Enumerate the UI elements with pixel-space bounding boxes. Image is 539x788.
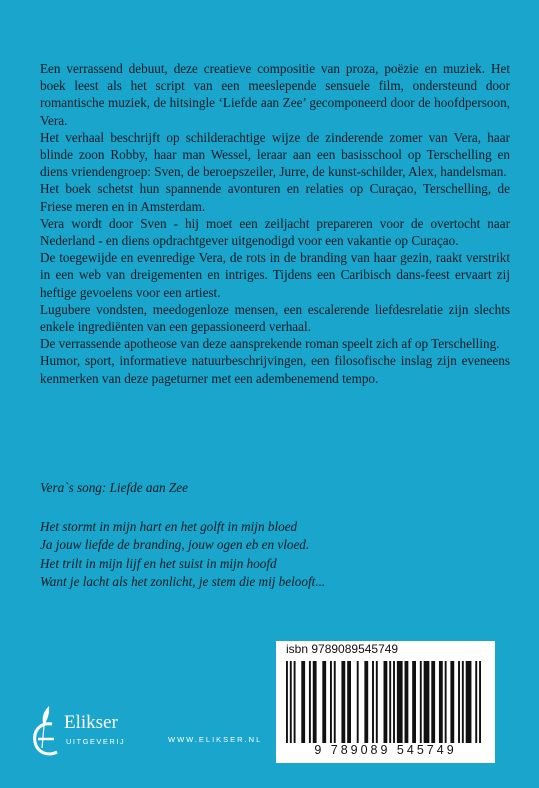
song-title: Vera`s song: Liefde aan Zee (40, 480, 188, 495)
back-cover-blurb (40, 60, 510, 387)
poem-line: Want je lacht als het zonlicht, je stem die mij belooft... (40, 574, 326, 590)
isbn-label: isbn 9789089545749 (286, 642, 399, 656)
barcode-bar (420, 661, 422, 743)
barcode-bar (309, 661, 311, 743)
barcode-bar (475, 661, 477, 743)
barcode-bar (372, 661, 374, 743)
barcode-bar (397, 661, 403, 743)
barcode-bar (376, 661, 378, 743)
blurb-paragraph: Lugubere vondsten, meedogenloze mensen, een escalerende liefdesrelatie zijn slechts enkele ingrediënten van een gepassioneerd verhaal. (40, 301, 510, 335)
barcode-bar (334, 661, 336, 743)
blurb-paragraph: Het boek schetst hun spannende avonturen en relaties op Curaçao, Terschelling, de Friese meren en in Amsterdam. (40, 181, 510, 214)
barcode-bar (357, 661, 359, 743)
barcode-bars (286, 661, 481, 743)
barcode-bar (462, 661, 464, 743)
barcode-bar (364, 661, 368, 743)
poem-line: Ja jouw liefde de branding, jouw ogen eb en vloed. (40, 537, 310, 553)
blurb-paragraph: De toegewijde en evenredige Vera, de rots in de branding van haar gezin, raakt verstrikt in een web van dreigementen en intriges. Tijdens een Caribisch dans-feest ervaart zij heftige gevoelens voor een artiest. (40, 250, 510, 300)
barcode-bar (347, 661, 351, 743)
barcode-bar (330, 661, 332, 743)
poem-line: Het trilt in mijn lijf en het suist in mijn hoofd (40, 555, 277, 571)
isbn-barcode (276, 641, 495, 763)
blurb-paragraph: Het verhaal beschrijft op schilderachtige wijze de zinderende zomer van Vera, haar blinde zoon Robby, haar man Wessel, leraar aan een basisschool op Terschelling en diens vriendengroep: Sven, de beroepszeiler, Jurre, de kunst-schilder, Alex, handelsman. (40, 129, 510, 180)
barcode-bar (439, 661, 443, 743)
barcode-bar (313, 661, 317, 743)
poem-line: Het stormt in mijn hart en het golft in mijn bloed (40, 519, 298, 534)
publisher-name: Elikser (64, 712, 118, 733)
barcode-bar (412, 661, 416, 743)
publisher-website: WWW.ELIKSER.NL (168, 735, 263, 744)
barcode-bar (286, 661, 288, 743)
quill-e-icon (30, 704, 62, 760)
barcode-bar (393, 661, 395, 743)
barcode-bar (301, 661, 305, 743)
barcode-bar (389, 661, 391, 743)
publisher-logo (30, 704, 150, 764)
barcode-bar (294, 661, 296, 743)
barcode-bar (458, 661, 460, 743)
barcode-bar (445, 661, 447, 743)
barcode-bar (322, 661, 326, 743)
barcode-bar (466, 661, 472, 743)
blurb-paragraph: Een verrassend debuut, deze creatieve compositie van proza, poëzie en muziek. Het boek leest als het script van een meeslepende sensuele film, ondersteund door romantische muziek, de hitsingle ‘Liefde aan Zee’ gecomponeerd door de hoofdpersoon, Vera. (40, 61, 510, 128)
barcode-bar (479, 661, 481, 743)
barcode-bar (431, 661, 435, 743)
barcode-bar (424, 661, 430, 743)
blurb-paragraph: Vera wordt door Sven - hij moet een zeiljacht prepareren voor de overtocht naar Nederland - en diens opdrachtgever uitgenodigd voor een vakantie op Curaçao. (40, 215, 510, 249)
blurb-paragraph: Humor, sport, informatieve natuurbeschrijvingen, een filosofische inslag zijn eveneens kenmerken van deze pageturner met een adembenemend tempo. (40, 353, 510, 386)
poem (40, 518, 510, 592)
barcode-bar (290, 661, 292, 743)
barcode-bar (450, 661, 454, 743)
publisher-subtitle: UITGEVERIJ (66, 737, 126, 746)
blurb-paragraph: De verrassende apotheose van deze aansprekende roman speelt zich af op Terschelling. (40, 336, 500, 352)
barcode-digits: 9 789089 545749 (314, 743, 457, 757)
barcode-bar (405, 661, 409, 743)
barcode-bar (341, 661, 345, 743)
barcode-bar (384, 661, 388, 743)
